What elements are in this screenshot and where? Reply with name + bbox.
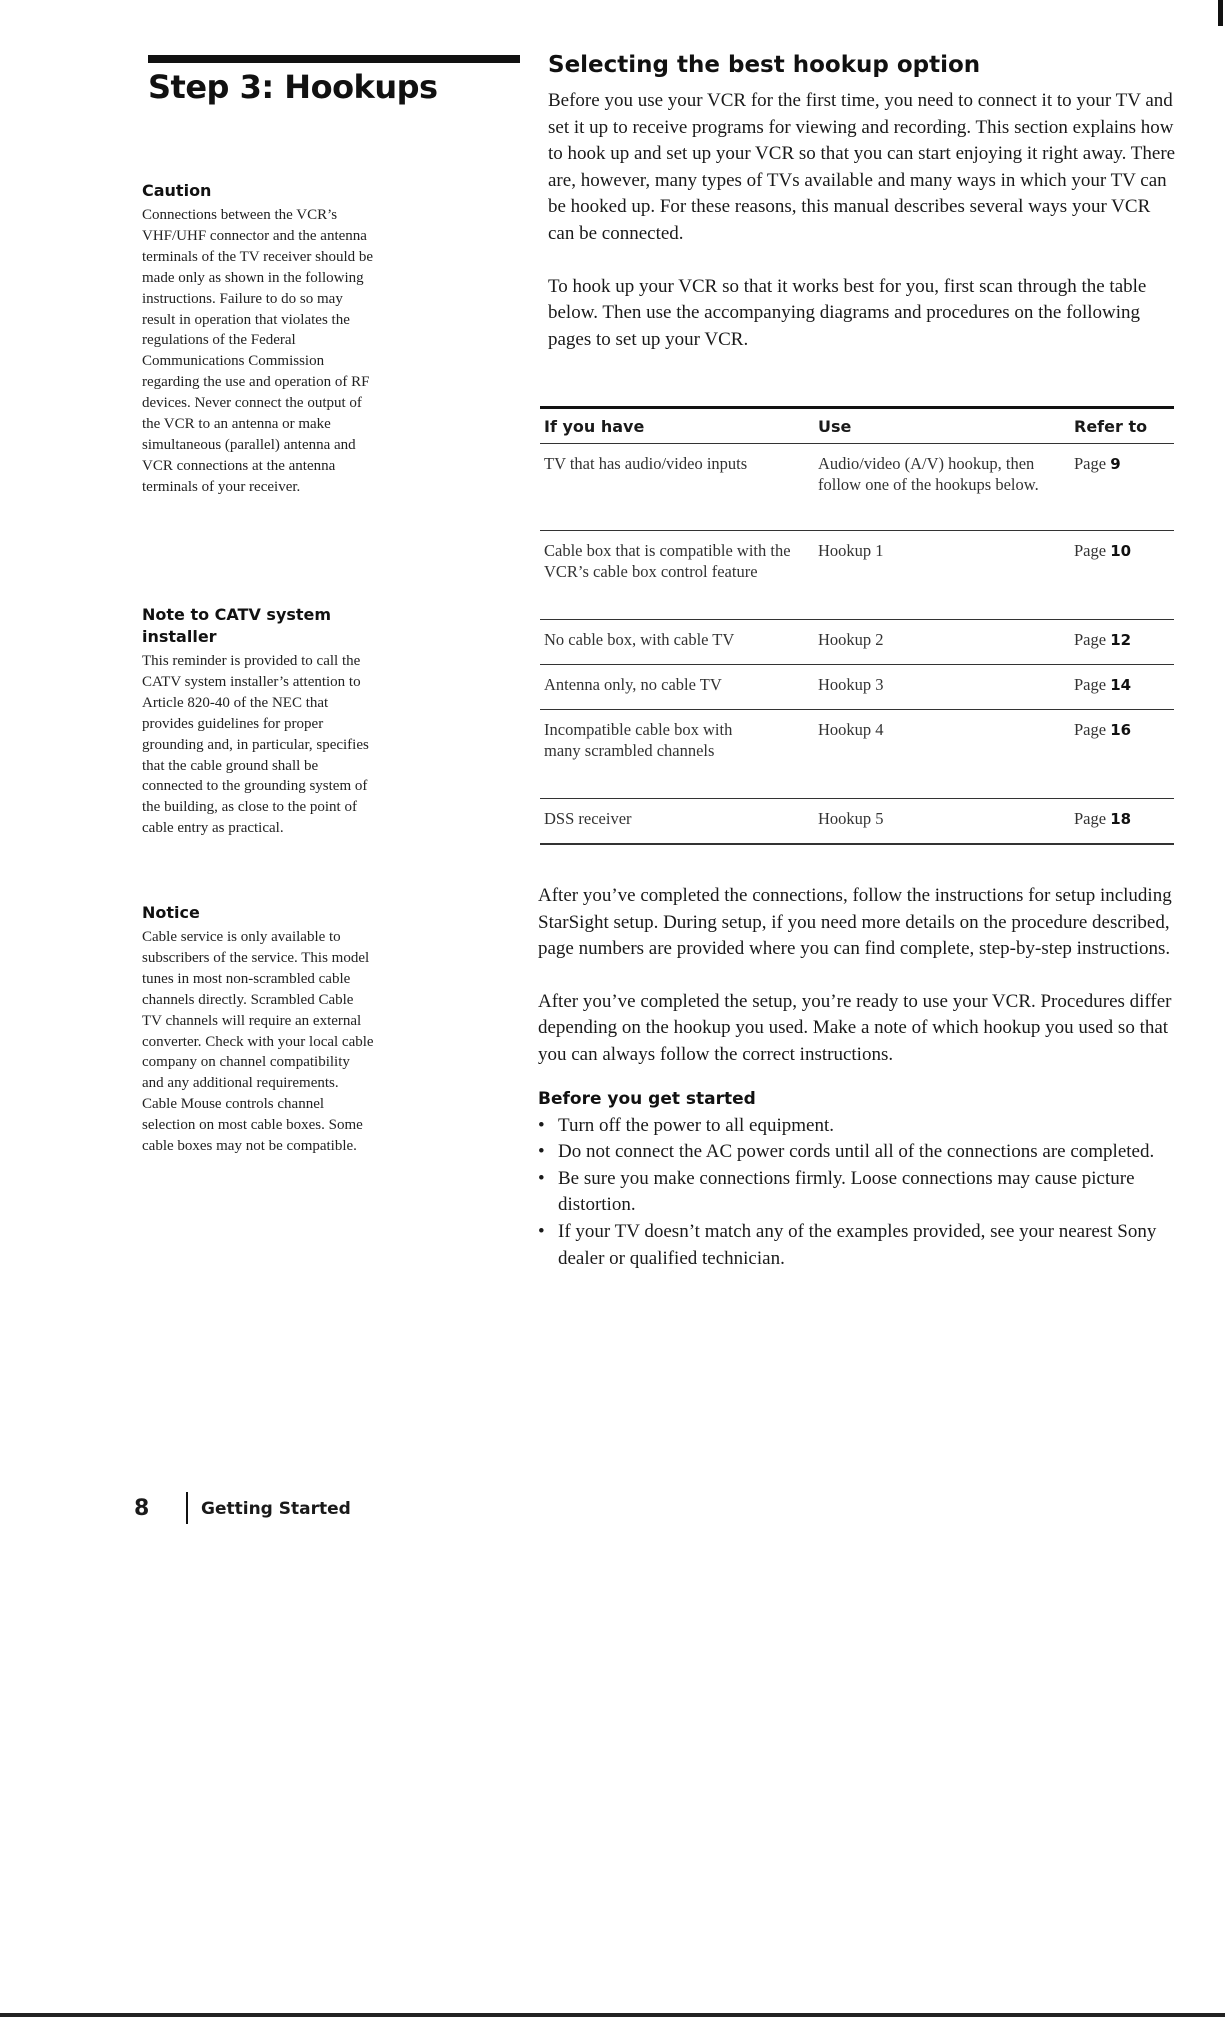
section-title: Selecting the best hookup option	[548, 52, 981, 78]
page-number: 18	[1110, 810, 1132, 828]
catv-text: This reminder is provided to call the CATV system installer’s attention to Article 820-40 of the NEC that provides guidelines for proper grounding and, in particular, specifies that the cable ground shall be connected to the grounding system of the building, as close to the point of cable entry as practical.	[142, 653, 369, 837]
row-refer	[1074, 453, 1121, 475]
row-refer	[1074, 719, 1131, 741]
row-use: Hookup 1	[818, 541, 884, 560]
table-row	[540, 709, 1174, 798]
row-have: Antenna only, no cable TV	[544, 675, 722, 694]
row-have: DSS receiver	[544, 809, 632, 828]
page-label: Page	[1074, 675, 1107, 694]
list-item: • Be sure you make connections firmly. Loose connections may cause picture distortion.	[538, 1166, 1178, 1219]
notice-heading: Notice	[142, 903, 200, 922]
row-refer	[1074, 629, 1131, 651]
caution-note	[142, 180, 374, 498]
intro-paragraph: Before you use your VCR for the first time, you need to connect it to your TV and set it up to receive programs for viewing and recording. This section explains how to hook up and set up your VCR so that you can start enjoying it right away. There are, however, many types of TVs available and many ways in which your TV can be hooked up. For these reasons, this manual describes several ways your VCR can be connected.	[548, 90, 1176, 244]
list-item: • Turn off the power to all equipment.	[538, 1113, 1178, 1140]
page-label: Page	[1074, 541, 1107, 560]
list-item: • If your TV doesn’t match any of the examples provided, see your nearest Sony dealer or qualified technician.	[538, 1219, 1178, 1272]
scan-paragraph: To hook up your VCR so that it works best for you, first scan through the table below. Then use the accompanying diagrams and procedures on the following pages to set up your VCR.	[548, 275, 1147, 350]
row-have: Incompatible cable box with many scrambled channels	[544, 720, 733, 760]
notice-note	[142, 902, 374, 1157]
title-rule	[148, 55, 520, 63]
page-title: Step 3: Hookups	[148, 68, 438, 106]
page-number: 10	[1110, 542, 1132, 560]
row-refer	[1074, 540, 1131, 562]
catv-heading: Note to CATV system installer	[142, 605, 332, 646]
row-refer	[1074, 674, 1131, 696]
bottom-edge-line	[0, 2013, 1225, 2017]
table-header	[540, 409, 1174, 443]
page-label: Page	[1074, 809, 1107, 828]
table-row	[540, 664, 1174, 709]
header-refer-to: Refer to	[1074, 417, 1148, 436]
page-number: 12	[1110, 631, 1132, 649]
row-use: Hookup 5	[818, 809, 884, 828]
page-number-footer: 8	[134, 1496, 150, 1521]
header-use: Use	[818, 417, 852, 436]
connections-paragraph: After you’ve completed the connections, follow the instructions for setup including StarSight setup. During setup, if you need more details on the procedure described, page numbers are provided where you can find complete, step-by-step instructions.	[538, 885, 1172, 960]
row-use: Hookup 2	[818, 630, 884, 649]
table-row	[540, 443, 1174, 530]
precautions-list	[538, 1113, 1178, 1273]
table-bottom-rule	[540, 843, 1174, 845]
row-use: Hookup 4	[818, 720, 884, 739]
list-item: • Do not connect the AC power cords until all of the connections are completed.	[538, 1139, 1178, 1166]
setup-paragraph: After you’ve completed the setup, you’re ready to use your VCR. Procedures differ depending on the hookup you used. Make a note of which hookup you used so that you can always follow the correct instructions.	[538, 990, 1172, 1065]
after-table-content	[538, 883, 1178, 1272]
caution-text: Connections between the VCR’s VHF/UHF connector and the antenna terminals of the TV receiver should be made only as shown in the following instructions. Failure to do so may result in operation that violates the regulations of the Federal Communications Commission regarding the use and operation of RF devices. Never connect the output of the VCR to an antenna or make simultaneous (parallel) antenna and VCR connections at the antenna terminals of your receiver.	[142, 207, 374, 495]
row-use: Audio/video (A/V) hookup, then follow one of the hookups below.	[818, 454, 1039, 494]
header-if-you-have: If you have	[544, 417, 645, 436]
page-label: Page	[1074, 720, 1107, 739]
row-have: TV that has audio/video inputs	[544, 454, 748, 473]
row-have: Cable box that is compatible with the VCR’s cable box control feature	[544, 541, 791, 581]
page-number: 16	[1110, 721, 1132, 739]
catv-note	[142, 604, 374, 839]
main-content	[548, 52, 1178, 353]
row-use: Hookup 3	[818, 675, 884, 694]
table-row	[540, 530, 1174, 619]
row-refer	[1074, 808, 1131, 830]
page-label: Page	[1074, 630, 1107, 649]
page-number: 14	[1110, 676, 1132, 694]
before-you-start-heading: Before you get started	[538, 1088, 756, 1109]
page-number: 9	[1110, 455, 1121, 473]
caution-heading: Caution	[142, 181, 212, 200]
footer-section-label: Getting Started	[201, 1499, 351, 1519]
row-have: No cable box, with cable TV	[544, 630, 735, 649]
table-row	[540, 798, 1174, 843]
table-row	[540, 619, 1174, 664]
notice-text: Cable service is only available to subscribers of the service. This model tunes in most non-scrambled cable channels directly. Scrambled Cable TV channels will require an external converter. Check with your local cable company on channel compatibility and any additional requirements. Cable Mouse controls channel selection on most cable boxes. Some cable boxes may not be compatible.	[142, 929, 374, 1155]
corner-mark	[1218, 0, 1223, 26]
footer-divider	[186, 1492, 188, 1524]
page-label: Page	[1074, 454, 1107, 473]
hookup-table	[540, 406, 1174, 845]
